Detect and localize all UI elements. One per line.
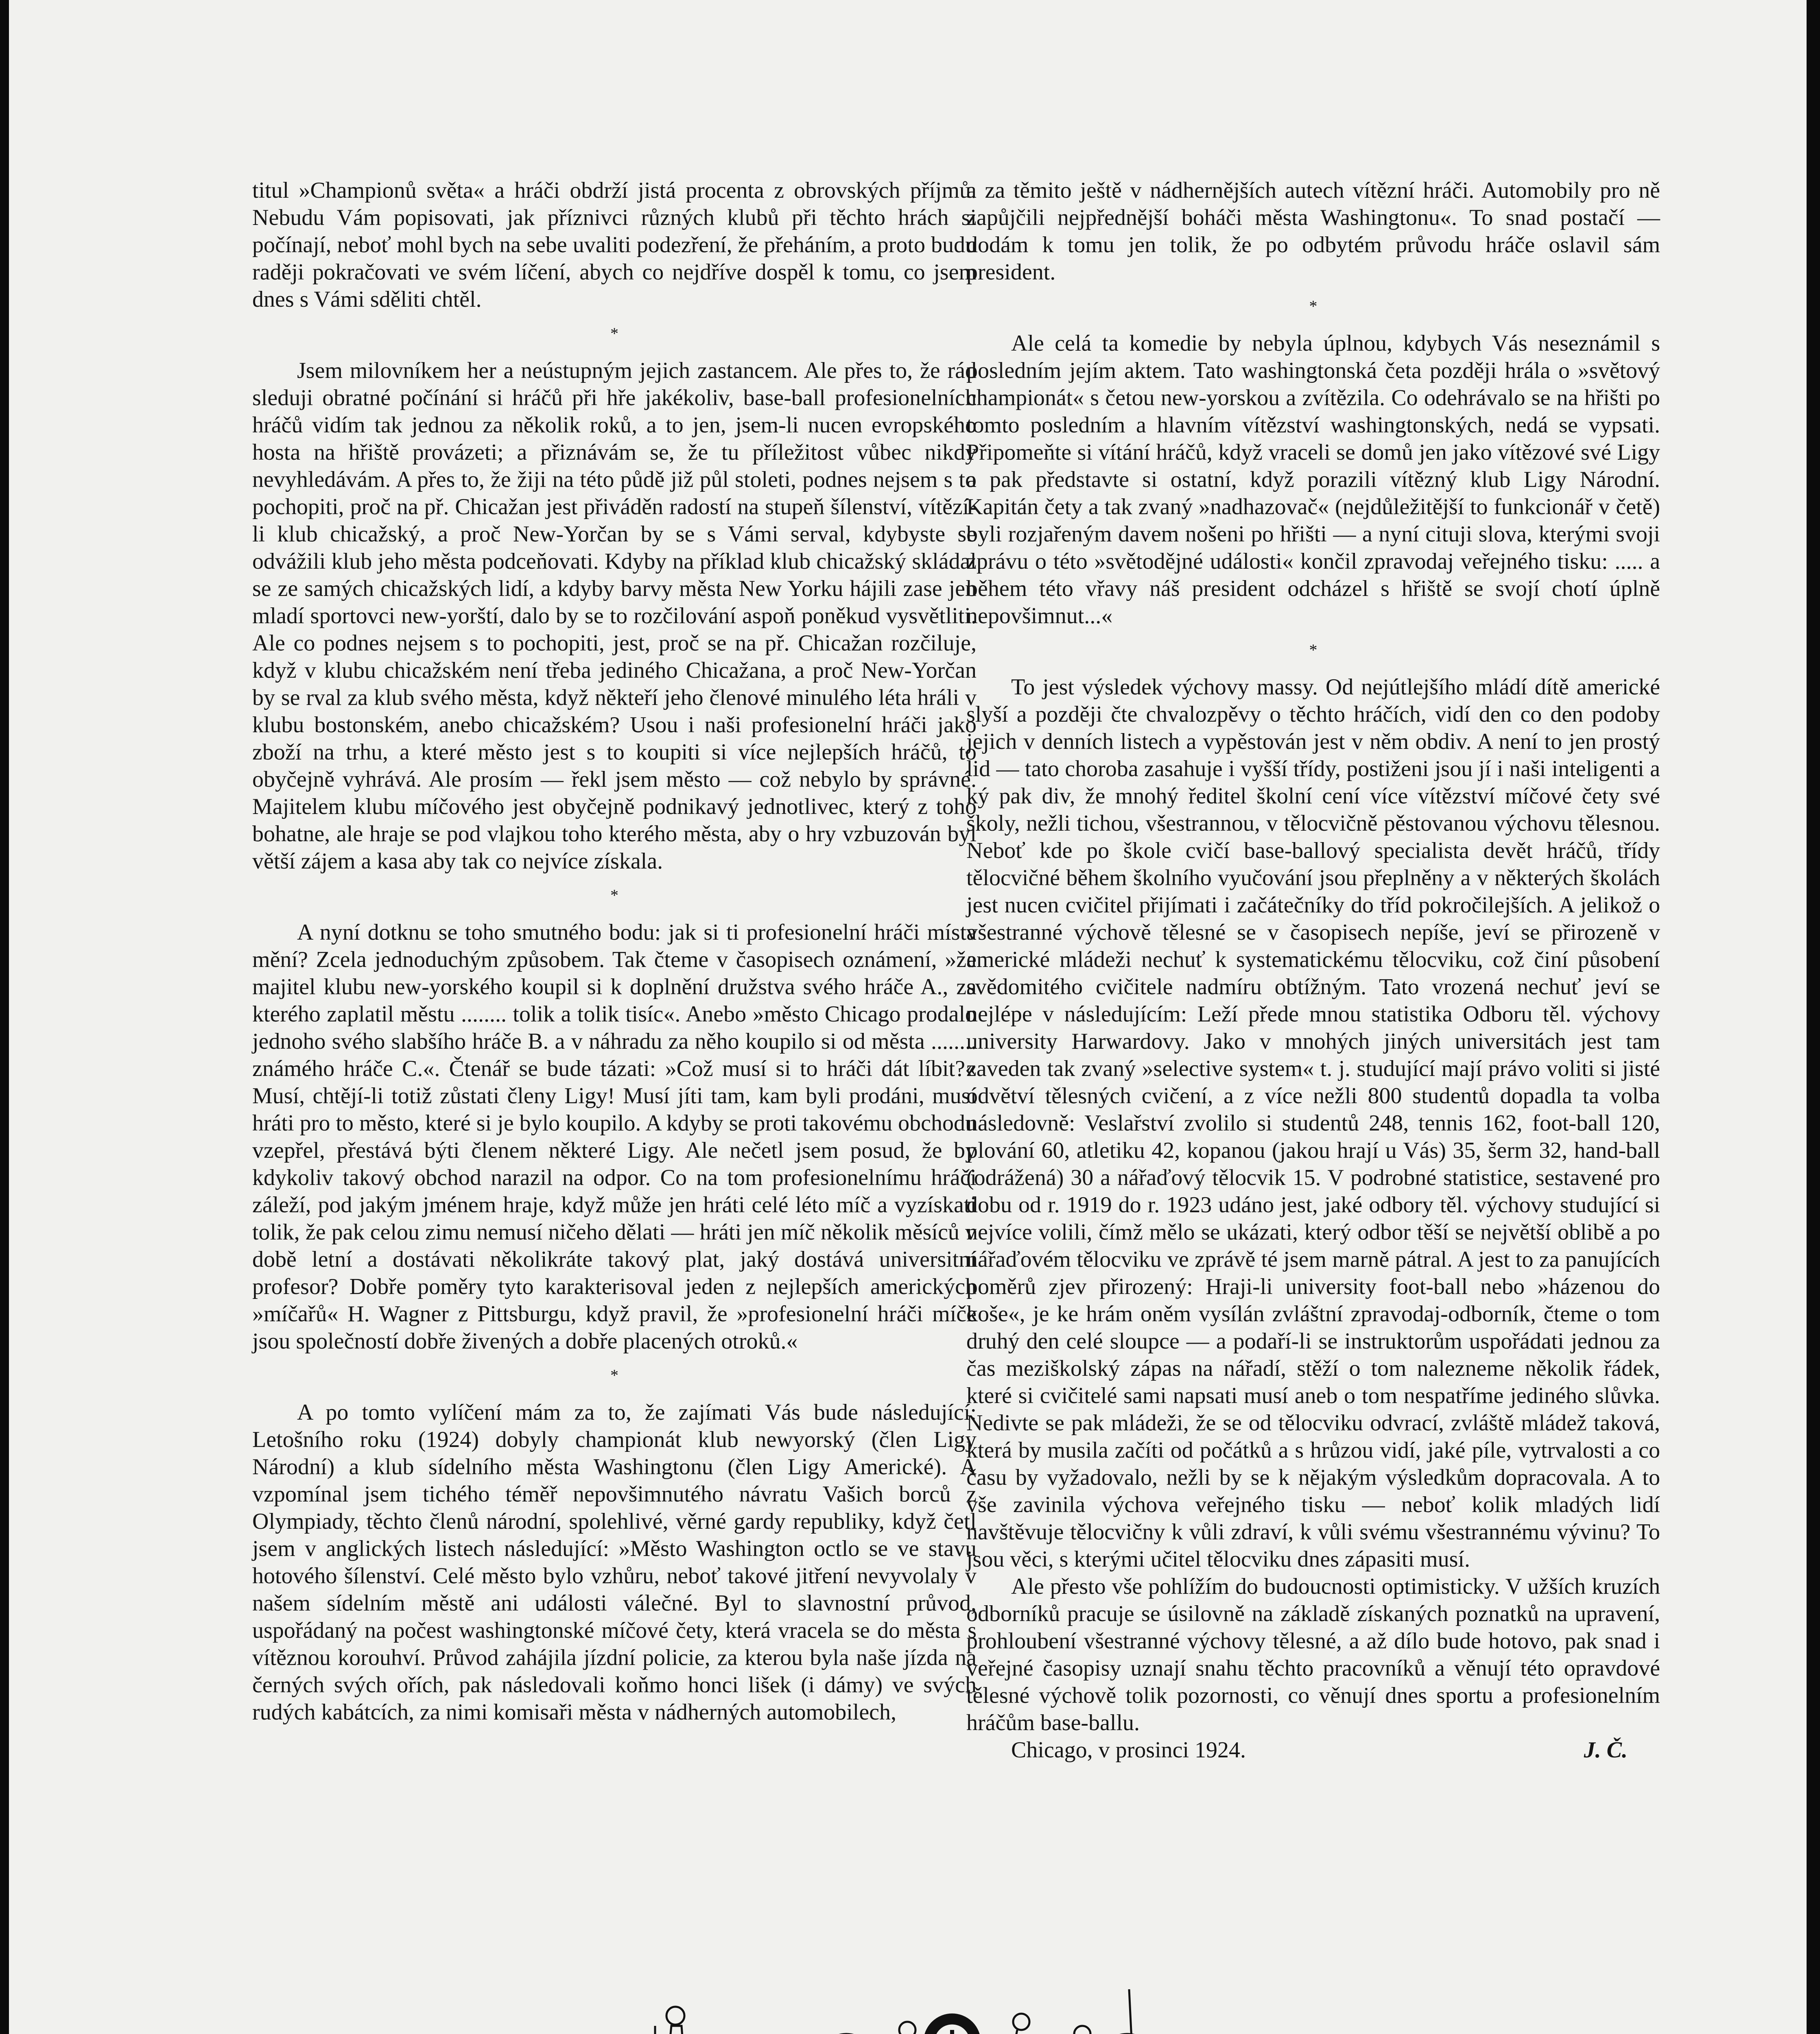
right-column (966, 177, 1660, 1764)
paragraph: titul »Championů světa« a hráči obdrží jistá procenta z obrovských příjmů. Nebudu Vám popisovati, jak příznivci různých klubů při těchto hrách si počínají, neboť mohl bych na sebe uvaliti podezření, že přeháním, a proto budu raději pokračovati ve svém líčení, abych co nejdříve dospěl k tomu, co jsem dnes s Vámi sděliti chtěl. (252, 178, 977, 312)
place-date: Chicago, v prosinci 1924. (1011, 1737, 1246, 1763)
section-separator: * (610, 1366, 618, 1384)
left-column (252, 177, 977, 1726)
section-separator: * (610, 324, 618, 343)
paragraph: Ale celá ta komedie by nebyla úplnou, kdybych Vás neseznámil s posledním jejím aktem. Tato washingtonská četa později hrála o »světový championát« s četou new-yorskou a zvítězila. Co odehrávalo se na hřišti po tomto posledním a hlavním vítězství washingtonských, nedá se vypsati. Připomeňte si vítání hráčů, když vraceli se domů jen jako vítězové své Ligy a pak představte si ostatní, když porazili vítězný klub Ligy Národní. Kapitán čety a tak zvaný »nadhazovač« (nejdůležitější to funkcionář v četě) byli rozjařeným davem nošeni po hřišti — a nyní cituji slova, kterými svoji zprávu o této »světodějné události« končil zpravodaj veřejného tisku: ..... a během této vřavy náš president odcházel s hřiště se svojí chotí úplně nepovšimnut...« (966, 331, 1660, 629)
section-separator: * (610, 886, 618, 904)
signature-row (966, 1737, 1660, 1764)
section-separator: * (1309, 297, 1317, 315)
section-separator: * (1309, 641, 1317, 659)
author-initials: J. Č. (1584, 1737, 1628, 1763)
right-margin-border (1814, 0, 1820, 2034)
paragraph: Ale přesto vše pohlížím do budoucnosti optimisticky. V užších kruzích odborníků pracuje se úsilovně na základě získaných poznatků na upravení, prohloubení všestranné výchovy tělesné, a až dílo bude hotovo, pak snad i veřejné časopisy uznají snahu těchto pracovníků a věnují této opravdové tělesné výchově tolik pozornosti, co věnují dnes sportu a profesionelním hráčům base-ballu. (966, 1574, 1660, 1735)
greek-frieze-icon (643, 1985, 1343, 2034)
left-margin-border (0, 0, 6, 2034)
paragraph: To jest výsledek výchovy massy. Od nejútlejšího mládí dítě americké slyší a později čte chvalozpěvy o těchto hráčích, vidí den co den podoby jejich v denních listech a vypěstován jest v něm obdiv. A není to jen prostý lid — tato choroba zasahuje i vyšší třídy, postiženi jsou jí i naši inteligenti a ký pak div, že mnohý ředitel školní cení více vítězství míčové čety své školy, nežli tichou, všestrannou, v tělocvičně pěstovanou výchovu tělesnou. Neboť kde po škole cvičí base-ballový specialista devět hráčů, třídy tělocvičné během školního vyučování jsou přeplněny a v některých školách jest nucen cvičitel přijímati i začátečníky do tříd pokročilejších. A jelikož o všestranné výchově tělesné se v časopisech nepíše, jeví se přirozeně v americké mládeži nechuť k systematickému tělocviku, což činí působení svědomitého cvičitele nadmíru obtížným. Tato vrozená nechuť jeví se nejlépe v následujícím: Leží přede mnou statistika Odboru těl. výchovy university Harwardovy. Jako v mnohých jiných universitách jest tam zaveden tak zvaný »selective system« t. j. studující mají právo voliti si jisté odvětví tělesných cvičení, a z více nežli 800 studentů dopadla ta volba následovně: Veslařství zvolilo si studentů 248, tennis 162, foot-ball 120, plování 60, atletiku 42, kopanou (jakou hrají u Vás) 35, šerm 32, hand-ball (odrážená) 30 a nářaďový tělocvik 15. V podrobné statistice, sestavené pro dobu od r. 1919 do r. 1923 udáno jest, jaké odbory těl. výchovy studující si nejvíce volili, čímž mělo se ukázati, který odbor těší se největší oblibě a po nářaďovém tělocviku ve zprávě té jsem marně pátral. A jest to za panujících poměrů zjev přirozený: Hraji-li university foot-ball nebo »házenou do koše«, je ke hrám oněm vysílán zvláštní zpravodaj-odborník, čteme o tom druhý den celé sloupce — a podaří-li se instruktorům uspořádati jednou za čas meziškolský zápas na nářadí, stěží o tom nalezneme několik řádek, které si cvičitelé sami napsati musí aneb o tom nespatříme jediného slůvka. Nedivte se pak mládeži, že se od tělocviku odvrací, zvláště mládež taková, která by musila začíti od počátků a s hrůzou vidí, jaké píle, vytrvalosti a co času by vyžadovalo, nežli by se k nějakým výsledkům dopracovala. A to vše zavinila výchova veřejného tisku — neboť kolik mladých lidí navštěvuje tělocvičny k vůli zdraví, k vůli svému všestrannému vývinu? To jsou věci, s kterými učitel tělocviku dnes zápasiti musí. (966, 674, 1660, 1572)
paragraph: A nyní dotknu se toho smutného bodu: jak si ti profesionelní hráči místa mění? Zcela jednoduchým způsobem. Tak čteme v časopisech oznámení, »že majitel klubu new-yorského koupil si k doplnění družstva svého hráče A., za kterého zaplatil městu ........ tolik a tolik tisíc«. Anebo »město Chicago prodalo jednoho svého slabšího hráče B. a v náhradu za něho koupilo si od města ........ známého hráče C.«. Čtenář se bude tázati: »Což musí si to hráči dát líbit?« Musí, chtějí-li totiž zůstati členy Ligy! Musí jíti tam, kam byli prodáni, musí hráti pro to město, které si je bylo koupilo. A kdyby se proti takovému obchodu vzepřel, přestává býti členem některé Ligy. Ale nečetl jsem posud, že by kdykoliv takový obchod narazil na odpor. Co na tom profesionelnímu hráči záleží, pod jakým jménem hraje, když může jen hráti celé léto míč a vyzískati tolik, že pak celou zimu nemusí ničeho dělati — hráti jen míč několik měsíců v době letní a dostávati několikráte takový plat, jaký dostává universitní profesor? Dobře poměry tyto karakterisoval jeden z nejlepších amerických »míčařů« H. Wagner z Pittsburgu, když pravil, že »profesionelní hráči míče jsou společností dobře živených a dobře placených otroků.« (252, 920, 977, 1354)
paragraph: A po tomto vylíčení mám za to, že zajímati Vás bude následující: Letošního roku (1924) dobyly championát klub newyorský (člen Ligy Národní) a klub sídelního města Washingtonu (člen Ligy Americké). A vzpomínal jsem tichého téměř nepovšimnutého návratu Vašich borců z Olympiady, těchto členů národní, spolehlivé, věrné gardy republiky, když četl jsem v anglických listech následující: »Město Washington octlo se ve stavu hotového šílenství. Celé město bylo vzhůru, neboť takové jitření nevyvolaly v našem sídelním městě ani události válečné. Byl to slavnostní průvod, uspořádaný na počest washingtonské míčové čety, která vracela se do města s vítěznou korouhví. Průvod zahájila jízdní policie, za kterou byla naše jízda na černých svých ořích, pak následovali koňmo honci lišek (i dámy) ve svých rudých kabátcích, za nimi komisaři města v nádherných automobilech, (252, 1400, 977, 1725)
paragraph: a za těmito ještě v nádhernějších autech vítězní hráči. Automobily pro ně zapůjčili nejpřednější boháči města Washingtonu«. To snad postačí — dodám k tomu jen tolik, že po odbytém průvodu hráče oslavil sám president. (966, 178, 1660, 285)
paragraph: Jsem milovníkem her a neústupným jejich zastancem. Ale přes to, že rád sleduji obratné počínání si hráčů při hře jakékoliv, base-ball profesionelních hráčů vidím tak jednou za několik roků, a to jen, jsem-li nucen evropského hosta na hřiště provázeti; a přiznávám se, že tu příležitost vůbec nikdy nevyhledávám. A přes to, že žiji na této půdě již půl stoleti, podnes nejsem s to pochopiti, proč na př. Chicažan jest přiváděn radostí na stupeň šílenství, vítězí-li klub chicažský, a proč New-Yorčan by se s Vámi serval, kdybyste se odvážili klub jeho města podceňovati. Kdyby na příklad klub chicažský skládal se ze samých chicažských lidí, a kdyby barvy města New Yorku hájili zase jen mladí sportovci new-yorští, dalo by se to rozčilování aspoň poněkud vysvětliti. Ale co podnes nejsem s to pochopiti, jest, proč se na př. Chicažan rozčiluje, když v klubu chicažském není třeba jediného Chicažana, a proč New-Yorčan by se rval za klub svého města, když někteří jeho členové minulého léta hráli v klubu bostonském, anebo chicažském? Usou i naši profesionelní hráči jako zboží na trhu, a které město jest s to koupiti si více nejlepších hráčů, to obyčejně vyhrává. Ale prosím — řekl jsem město — což nebylo by správné. Majitelem klubu míčového jest obyčejně podnikavý jednotlivec, který z toho bohatne, ale hraje se pod vlajkou toho kterého města, aby o hry vzbuzován byl větší zájem a kasa aby tak co nejvíce získala. (252, 358, 977, 874)
